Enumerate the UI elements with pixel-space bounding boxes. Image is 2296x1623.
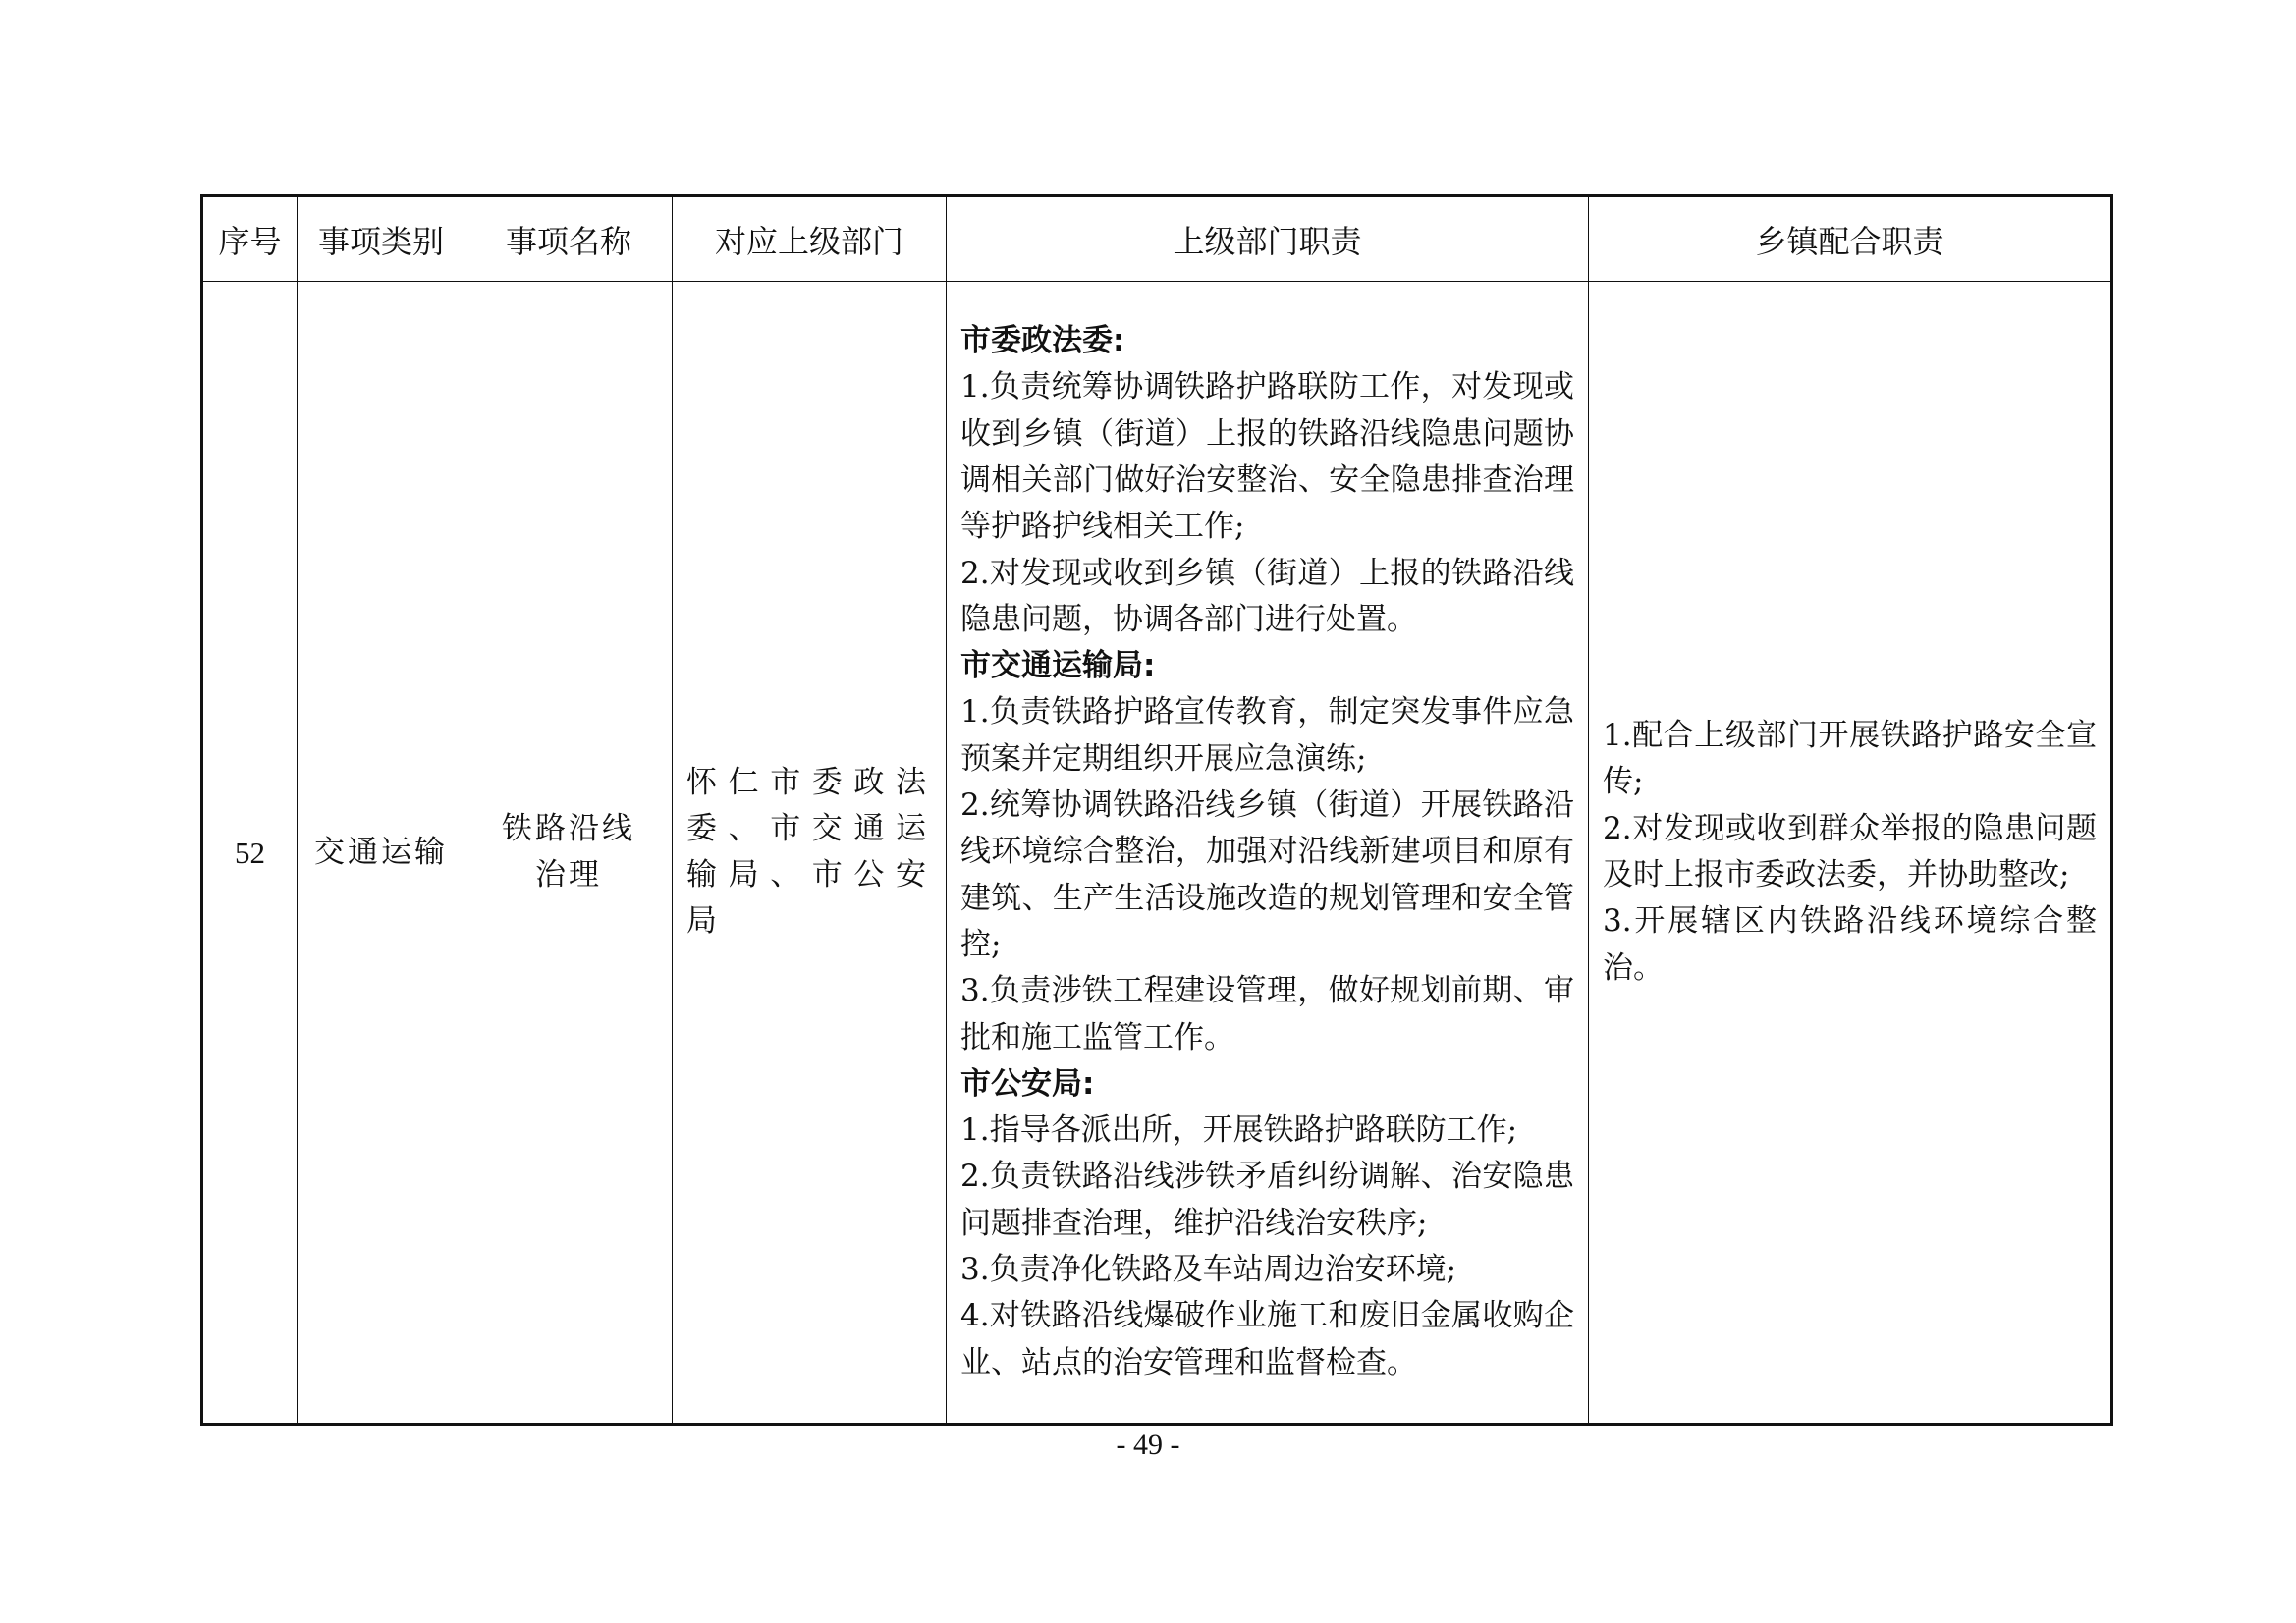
- township-duty-item: 3.开展辖区内铁路沿线环境综合整治。: [1603, 903, 2097, 986]
- township-duty-item: 1.配合上级部门开展铁路护路安全宣传;: [1603, 718, 2097, 800]
- table-row: [202, 282, 2112, 1425]
- duty-section-public-security: [960, 1061, 1574, 1386]
- duty-heading: 市委政法委:: [960, 323, 1125, 359]
- row-category: 交通运输: [298, 282, 465, 1425]
- duty-item: 2.负责铁路沿线涉铁矛盾纠纷调解、治安隐患问题排查治理，维护沿线治安秩序;: [960, 1159, 1574, 1241]
- duty-item: 3.负责净化铁路及车站周边治安环境;: [960, 1252, 1457, 1288]
- responsibility-table: [200, 194, 2113, 1426]
- row-index: 52: [202, 282, 298, 1425]
- township-duty-item: 2.对发现或收到群众举报的隐患问题及时上报市委政法委，并协助整改;: [1603, 810, 2097, 893]
- duty-item: 2.统筹协调铁路沿线乡镇（街道）开展铁路沿线环境综合整治，加强对沿线新建项目和原有建筑、生产生活设施改造的规划管理和安全管控;: [960, 787, 1574, 962]
- table-header-row: [202, 196, 2112, 282]
- row-departments: 怀仁市委政法委、市交通运输局、市公安局: [673, 282, 947, 1425]
- duty-item: 3.负责涉铁工程建设管理，做好规划前期、审批和施工监管工作。: [960, 973, 1574, 1055]
- duty-item: 1.负责统筹协调铁路护路联防工作，对发现或收到乡镇（街道）上报的铁路沿线隐患问题协调相关部门做好治安整治、安全隐患排查治理等护路护线相关工作;: [960, 369, 1574, 545]
- row-item-name: [465, 282, 673, 1425]
- duty-section-transport: [960, 643, 1574, 1061]
- header-superior-department: 对应上级部门: [673, 196, 947, 282]
- header-item-name: 事项名称: [465, 196, 673, 282]
- header-superior-duties: 上级部门职责: [947, 196, 1589, 282]
- duty-heading: 市交通运输局:: [960, 648, 1156, 684]
- duty-item: 1.指导各派出所，开展铁路护路联防工作;: [960, 1112, 1518, 1149]
- duty-item: 2.对发现或收到乡镇（街道）上报的铁路沿线隐患问题，协调各部门进行处置。: [960, 555, 1574, 637]
- header-index: 序号: [202, 196, 298, 282]
- duty-item: 4.对铁路沿线爆破作业施工和废旧金属收购企业、站点的治安管理和监督检查。: [960, 1298, 1574, 1380]
- header-category: 事项类别: [298, 196, 465, 282]
- superior-duties-cell: [947, 282, 1589, 1425]
- page-number: - 49 -: [1116, 1429, 1180, 1461]
- duty-section-politics-law: [960, 318, 1574, 643]
- item-name-line2: 治理: [535, 857, 602, 893]
- duty-item: 1.负责铁路护路宣传教育，制定突发事件应急预案并定期组织开展应急演练;: [960, 694, 1574, 777]
- township-duties-cell: [1589, 282, 2112, 1425]
- header-township-duties: 乡镇配合职责: [1589, 196, 2112, 282]
- duty-heading: 市公安局:: [960, 1065, 1095, 1102]
- item-name-line1: 铁路沿线: [502, 811, 635, 846]
